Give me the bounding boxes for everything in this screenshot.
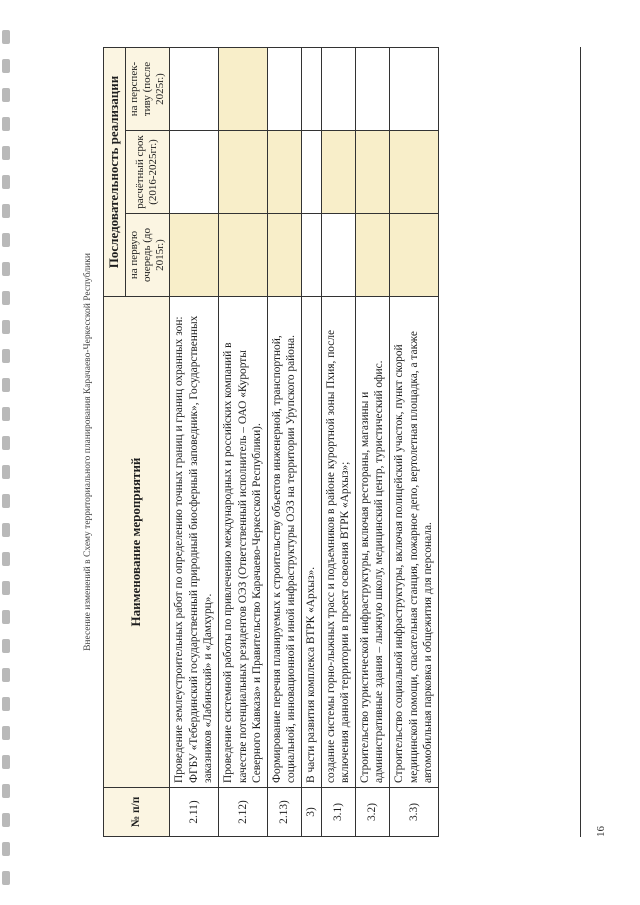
- first-stage-cell: [170, 214, 219, 297]
- table-header: [104, 48, 170, 837]
- header-first-stage: на первую очередь (до 2015г.): [125, 214, 170, 297]
- perspective-cell: [301, 48, 321, 131]
- row-number: 3.1): [321, 788, 355, 837]
- binding-holes: [2, 30, 12, 890]
- row-measure-name: создание системы горно-лыжных трасс и подъемников в районе курортной зоны Пхия, после включения данной территории в проект освоения ВТРК «Архыз»;: [321, 297, 355, 788]
- header-perspective: на перспек-тиву (после 2025г.): [125, 48, 170, 131]
- binding-hole: [2, 407, 10, 421]
- binding-hole: [2, 813, 10, 827]
- row-measure-name: Проведение землеустроительных работ по определению точных границ и границ охранных зон: ФГБУ «Тебердинский государственный природный биосферный заповедник», Государственных заказников «Лабинский» и «Дамхурц».: [170, 297, 219, 788]
- first-stage-cell: [301, 214, 321, 297]
- table-row: [301, 48, 321, 837]
- first-stage-cell: [389, 214, 438, 297]
- header-sequence: Последовательность реализации: [104, 48, 126, 297]
- binding-hole: [2, 668, 10, 682]
- perspective-cell: [170, 48, 219, 131]
- row-number: 2.11): [170, 788, 219, 837]
- estimated-term-cell: [355, 131, 389, 214]
- binding-hole: [2, 581, 10, 595]
- first-stage-cell: [355, 214, 389, 297]
- binding-hole: [2, 349, 10, 363]
- estimated-term-cell: [267, 131, 301, 214]
- header-estimated-term: расчётный срок (2016-2025гг.): [125, 131, 170, 214]
- binding-hole: [2, 30, 10, 44]
- binding-hole: [2, 784, 10, 798]
- binding-hole: [2, 552, 10, 566]
- binding-hole: [2, 697, 10, 711]
- row-number: 3): [301, 788, 321, 837]
- perspective-cell: [355, 48, 389, 131]
- page-number: 16: [595, 826, 607, 837]
- row-measure-name: Проведение системной работы по привлечению международных и российских компаний в качестве потенциальных резидентов ОЭЗ (Ответственный исполнитель – ОАО «Курорты Северного Кавказа» и Правительство Карачаево-Черкесской Республики).: [218, 297, 267, 788]
- measures-table: [103, 47, 439, 837]
- first-stage-cell: [267, 214, 301, 297]
- table-row: [218, 48, 267, 837]
- binding-hole: [2, 88, 10, 102]
- binding-hole: [2, 871, 10, 885]
- first-stage-cell: [321, 214, 355, 297]
- perspective-cell: [267, 48, 301, 131]
- row-number: 2.12): [218, 788, 267, 837]
- row-measure-name: В части развития комплекса ВТРК «Архыз».: [301, 297, 321, 788]
- binding-hole: [2, 436, 10, 450]
- binding-hole: [2, 494, 10, 508]
- perspective-cell: [321, 48, 355, 131]
- rotated-page: [75, 47, 635, 857]
- bottom-rule: [580, 47, 581, 837]
- row-measure-name: Строительство туристической инфраструктуры, включая рестораны, магазины и административные здания – лыжную школу, медицинский центр, туристический офис.: [355, 297, 389, 788]
- binding-hole: [2, 175, 10, 189]
- table-row: [355, 48, 389, 837]
- estimated-term-cell: [170, 131, 219, 214]
- binding-hole: [2, 233, 10, 247]
- binding-hole: [2, 291, 10, 305]
- row-number: 2.13): [267, 788, 301, 837]
- binding-hole: [2, 465, 10, 479]
- binding-hole: [2, 146, 10, 160]
- estimated-term-cell: [218, 131, 267, 214]
- perspective-cell: [389, 48, 438, 131]
- binding-hole: [2, 523, 10, 537]
- running-head: Внесение изменений в Схему территориального планирования Карачаево-Черкесской Республики: [83, 253, 93, 651]
- binding-hole: [2, 117, 10, 131]
- row-number: 3.3): [389, 788, 438, 837]
- estimated-term-cell: [301, 131, 321, 214]
- binding-hole: [2, 639, 10, 653]
- table-row: [389, 48, 438, 837]
- table-row: [170, 48, 219, 837]
- header-number: № п/п: [104, 788, 170, 837]
- first-stage-cell: [218, 214, 267, 297]
- perspective-cell: [218, 48, 267, 131]
- table-body: [170, 48, 439, 837]
- binding-hole: [2, 59, 10, 73]
- row-number: 3.2): [355, 788, 389, 837]
- binding-hole: [2, 262, 10, 276]
- binding-hole: [2, 755, 10, 769]
- table-row: [267, 48, 301, 837]
- row-measure-name: Формирование перечня планируемых к строительству объектов инженерной, транспортной, социальной, инновационной и иной инфраструктуры ОЭЗ на территории Урупского района.: [267, 297, 301, 788]
- binding-hole: [2, 204, 10, 218]
- header-name: Наименование мероприятий: [104, 297, 170, 788]
- binding-hole: [2, 320, 10, 334]
- estimated-term-cell: [389, 131, 438, 214]
- binding-hole: [2, 726, 10, 740]
- estimated-term-cell: [321, 131, 355, 214]
- binding-hole: [2, 842, 10, 856]
- binding-hole: [2, 378, 10, 392]
- binding-hole: [2, 610, 10, 624]
- row-measure-name: Строительство социальной инфраструктуры, включая полицейский участок, пункт скорой медицинской помощи, спасательная станция, пожарное депо, вертолетная площадка, а также автомобильная парковка и общежития для персонала.: [389, 297, 438, 788]
- table-row: [321, 48, 355, 837]
